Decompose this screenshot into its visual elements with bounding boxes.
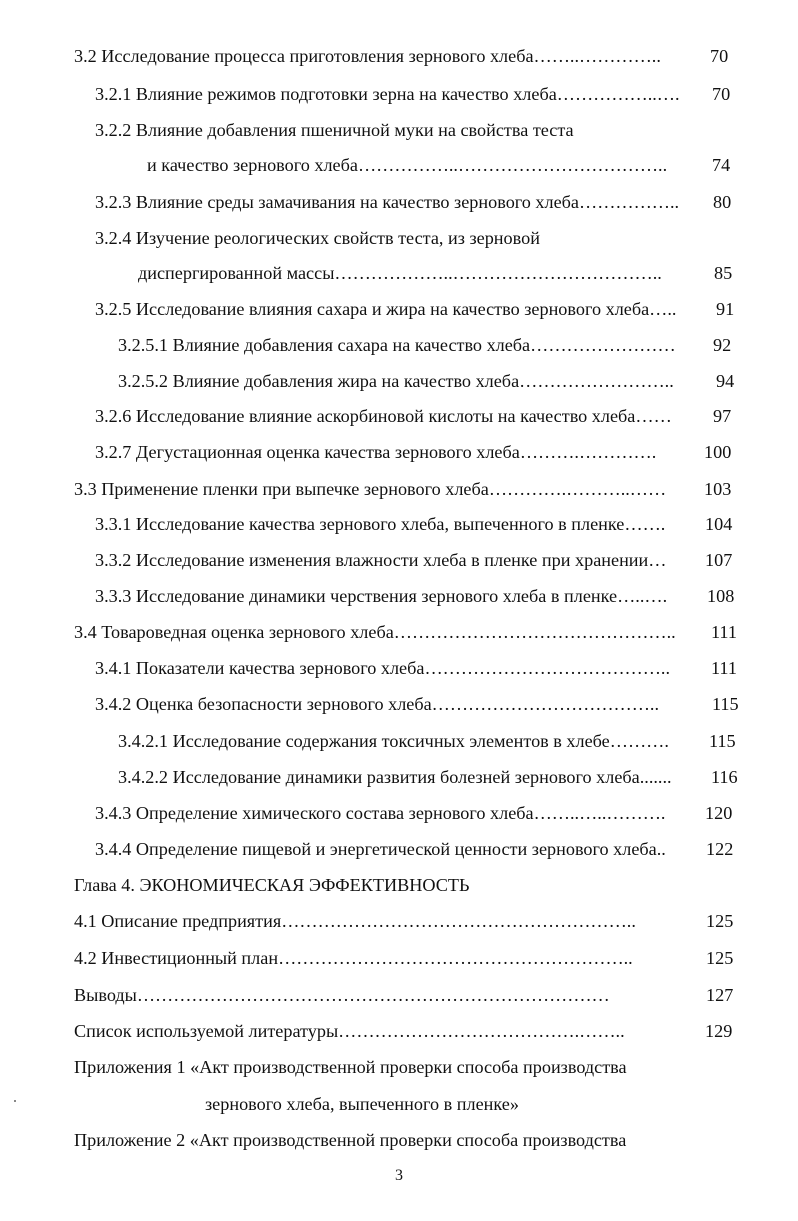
- toc-entry-page: 129: [705, 1021, 733, 1041]
- toc-entry-title: 3.4.2.2 Исследование динамики развития болезней зернового хлеба: [118, 767, 640, 787]
- toc-entry-page: 70: [712, 84, 731, 104]
- toc-entry-dots: ………………………………..: [431, 694, 660, 714]
- toc-entry: [0, 509, 798, 539]
- toc-entry: [0, 187, 798, 217]
- toc-entry-dots: ……: [635, 406, 672, 426]
- toc-entry-page: 116: [711, 767, 738, 787]
- toc-entry: [0, 834, 798, 864]
- toc-entry: [0, 41, 798, 71]
- toc-entry: [0, 726, 798, 756]
- toc-entry-page: 104: [705, 514, 733, 534]
- toc-entry: [0, 437, 798, 467]
- toc-entry-dots: ……………..: [579, 192, 680, 212]
- toc-entry: [0, 474, 798, 504]
- toc-entry-title: Приложения 1 «Акт производственной проверки способа производства: [74, 1057, 627, 1077]
- toc-entry-dots: ………………..……………………………..: [334, 263, 662, 283]
- toc-entry: [0, 115, 798, 145]
- toc-entry-dots: …………………………………..: [424, 658, 670, 678]
- toc-entry: [0, 366, 798, 396]
- toc-entry: [0, 545, 798, 575]
- toc-entry-title: диспергированной массы: [138, 263, 335, 283]
- toc-entry-dots: ……………..….: [556, 84, 680, 104]
- toc-entry-title: 3.3 Применение пленки при выпечке зернового хлеба: [74, 479, 489, 499]
- toc-entry-title: 3.3.1 Исследование качества зернового хлеба, выпеченного в пленке: [95, 514, 625, 534]
- page-number: 3: [395, 1167, 403, 1184]
- toc-entry-dots: ..: [656, 839, 666, 859]
- toc-entry-dots: …………………………………………………..: [278, 948, 633, 968]
- toc-entry: [0, 1089, 798, 1119]
- toc-entry: [0, 401, 798, 431]
- toc-entry: [0, 294, 798, 324]
- toc-entry-title: 3.2.5 Исследование влияния сахара и жира на качество зернового хлеба: [95, 299, 650, 319]
- toc-entry: [0, 906, 798, 936]
- toc-entry-page: 122: [706, 839, 734, 859]
- toc-entry-dots: .......: [639, 767, 672, 787]
- toc-entry-page: 107: [705, 550, 733, 570]
- toc-entry-title: 3.2.7 Дегустационная оценка качества зернового хлеба: [95, 442, 520, 462]
- toc-entry: [0, 1016, 798, 1046]
- toc-entry-dots: …..: [649, 299, 677, 319]
- toc-entry-title: зернового хлеба, выпеченного в пленке»: [205, 1094, 519, 1114]
- toc-entry-title: 3.4 Товароведная оценка зернового хлеба: [74, 622, 394, 642]
- toc-entry: [0, 870, 798, 900]
- toc-entry-dots: ……..…………..: [533, 46, 661, 66]
- toc-entry-title: 3.2.5.1 Влияние добавления сахара на качество хлеба: [118, 335, 531, 355]
- toc-entry-page: 92: [713, 335, 732, 355]
- toc-entry-page: 127: [706, 985, 734, 1005]
- toc-entry-title: 3.2 Исследование процесса приготовления зернового хлеба: [74, 46, 534, 66]
- toc-entry-dots: ……………………………………………………………………: [136, 985, 610, 1005]
- toc-entry-title: 3.4.4 Определение пищевой и энергетической ценности зернового хлеба: [95, 839, 657, 859]
- toc-entry: [0, 223, 798, 253]
- toc-entry-dots: ……….: [609, 731, 669, 751]
- toc-entry-title: 3.4.3 Определение химического состава зернового хлеба: [95, 803, 534, 823]
- toc-entry-title: 3.4.2 Оценка безопасности зернового хлеба: [95, 694, 432, 714]
- toc-entry: [0, 79, 798, 109]
- toc-entry-dots: ………………………………………..: [393, 622, 676, 642]
- toc-entry-page: 125: [706, 948, 734, 968]
- toc-entry-page: 125: [706, 911, 734, 931]
- toc-entry-title: 3.2.2 Влияние добавления пшеничной муки на свойства теста: [95, 120, 574, 140]
- toc-entry: [0, 581, 798, 611]
- toc-entry-page: 108: [707, 586, 735, 606]
- toc-entry-page: 97: [713, 406, 732, 426]
- toc-entry-page: 80: [713, 192, 732, 212]
- toc-entry-title: 3.2.4 Изучение реологических свойств теста, из зерновой: [95, 228, 540, 248]
- toc-entry-dots: ……..…..……….: [533, 803, 666, 823]
- toc-entry-title: 3.3.2 Исследование изменения влажности хлеба в пленке при хранении: [95, 550, 649, 570]
- toc-entry-title: 3.2.3 Влияние среды замачивания на качество зернового хлеба: [95, 192, 580, 212]
- toc-entry-title: Список используемой литературы: [74, 1021, 339, 1041]
- toc-entry-page: 70: [710, 46, 729, 66]
- toc-entry-title: 4.2 Инвестиционный план: [74, 948, 279, 968]
- toc-entry-dots: …..….: [617, 586, 668, 606]
- toc-entry: [0, 653, 798, 683]
- toc-entry-title: 3.2.6 Исследование влияние аскорбиновой кислоты на качество хлеба: [95, 406, 636, 426]
- toc-entry: [0, 689, 798, 719]
- toc-entry-page: 111: [711, 622, 737, 642]
- toc-entry: [0, 258, 798, 288]
- toc-entry-title: Глава 4. ЭКОНОМИЧЕСКАЯ ЭФФЕКТИВНОСТЬ: [74, 875, 470, 895]
- toc-entry-title: Выводы: [74, 985, 137, 1005]
- toc-entry-title: 4.1 Описание предприятия: [74, 911, 282, 931]
- toc-entry-page: 85: [714, 263, 733, 283]
- toc-entry-page: 115: [709, 731, 736, 751]
- toc-entry: [0, 617, 798, 647]
- toc-entry-page: 103: [704, 479, 732, 499]
- toc-entry-title: 3.3.3 Исследование динамики черствения зернового хлеба в пленке: [95, 586, 618, 606]
- toc-entry-dots: ……………..……………………………..: [357, 155, 668, 175]
- toc-entry-dots: ……………………: [530, 335, 676, 355]
- toc-entry: [0, 798, 798, 828]
- toc-entry: [0, 943, 798, 973]
- toc-entry-page: 100: [704, 442, 732, 462]
- toc-entry-title: 3.2.1 Влияние режимов подготовки зерна на качество хлеба: [95, 84, 557, 104]
- toc-entry: [0, 762, 798, 792]
- toc-entry: [0, 1052, 798, 1082]
- toc-entry: [0, 1125, 798, 1155]
- toc-entry-page: 91: [716, 299, 735, 319]
- toc-entry-dots: …………………………………………………..: [281, 911, 636, 931]
- toc-entry-page: 74: [712, 155, 731, 175]
- toc-entry: [0, 330, 798, 360]
- toc-entry-page: 94: [716, 371, 735, 391]
- toc-entry-title: и качество зернового хлеба: [147, 155, 358, 175]
- toc-entry-page: 115: [712, 694, 739, 714]
- toc-entry-dots: ………….………..……: [488, 479, 667, 499]
- toc-entry-dots: …….: [624, 514, 666, 534]
- toc-entry-dots: ………………………………….……..: [338, 1021, 625, 1041]
- toc-entry-title: 3.4.1 Показатели качества зернового хлеба: [95, 658, 425, 678]
- toc-entry-dots: …: [648, 550, 667, 570]
- toc-entry-title: Приложение 2 «Акт производственной проверки способа производства: [74, 1130, 627, 1150]
- toc-entry-dots: ……….………….: [519, 442, 657, 462]
- toc-entry-title: 3.2.5.2 Влияние добавления жира на качество хлеба: [118, 371, 520, 391]
- toc-entry: [0, 980, 798, 1010]
- toc-entry-page: 120: [705, 803, 733, 823]
- toc-entry: [0, 150, 798, 180]
- toc-entry-dots: ……………………..: [519, 371, 674, 391]
- scan-speck: [14, 1100, 16, 1102]
- toc-entry-title: 3.4.2.1 Исследование содержания токсичных элементов в хлебе: [118, 731, 610, 751]
- toc-entry-page: 111: [711, 658, 737, 678]
